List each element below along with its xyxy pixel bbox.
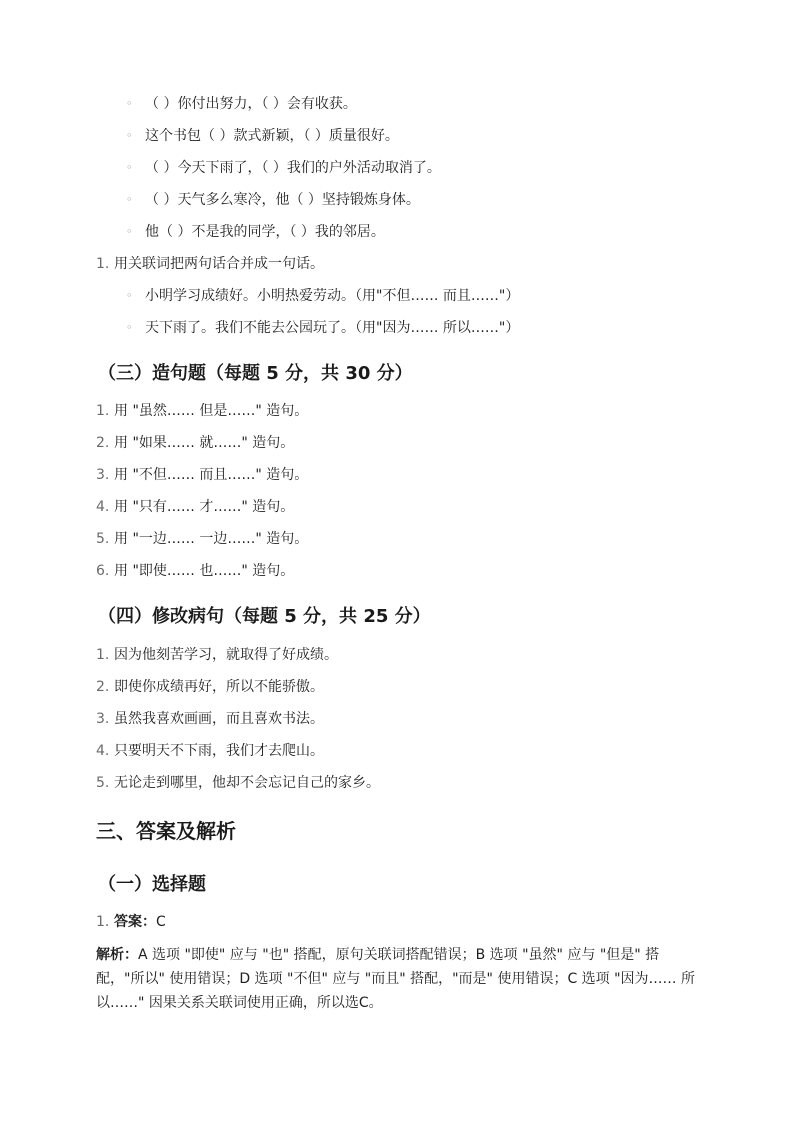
- question-text: 用关联词把两句话合并成一句话。: [114, 256, 324, 272]
- fill-item-text: （ ）天气多么寒冷，他（ ）坚持锻炼身体。: [145, 192, 420, 208]
- question-number: 3.: [96, 467, 110, 483]
- question-text: 用 "虽然…… 但是……" 造句。: [114, 403, 309, 419]
- bullet-icon: ◦: [126, 289, 133, 302]
- answer-label: 答案：: [114, 914, 156, 930]
- question-number: 3.: [96, 711, 110, 727]
- fill-item-text: （ ）今天下雨了，（ ）我们的户外活动取消了。: [145, 160, 441, 176]
- bullet-icon: ◦: [126, 193, 133, 206]
- section-heading: （三）造句题（每题 5 分，共 30 分）: [98, 363, 413, 384]
- question-number: 1.: [96, 403, 110, 419]
- analysis-paragraph: [96, 943, 696, 1015]
- question-number: 1.: [96, 256, 110, 272]
- question-number: 4.: [96, 743, 110, 759]
- section-heading: （一）选择题: [98, 874, 206, 895]
- analysis-label: 解析：: [96, 947, 138, 963]
- question-number: 5.: [96, 775, 110, 791]
- bullet-icon: ◦: [126, 129, 133, 142]
- question-text: 无论走到哪里，他却不会忘记自己的家乡。: [114, 775, 380, 791]
- question-text: 用 "即使…… 也……" 造句。: [114, 563, 295, 579]
- question-number: 2.: [96, 435, 110, 451]
- part-heading: 三、答案及解析: [96, 819, 236, 843]
- combine-item-text: 天下雨了。我们不能去公园玩了。（用"因为…… 所以……"）: [145, 320, 520, 336]
- fill-item-text: 这个书包（ ）款式新颖，（ ）质量很好。: [145, 128, 399, 144]
- answer-text: [114, 912, 166, 932]
- question-text: 用 "一边…… 一边……" 造句。: [114, 531, 309, 547]
- question-number: 4.: [96, 499, 110, 515]
- bullet-icon: ◦: [126, 321, 133, 334]
- question-number: 6.: [96, 563, 110, 579]
- section-heading: （四）修改病句（每题 5 分，共 25 分）: [98, 606, 431, 627]
- question-number: 1.: [96, 914, 110, 930]
- question-text: 即使你成绩再好，所以不能骄傲。: [114, 679, 324, 695]
- bullet-icon: ◦: [126, 225, 133, 238]
- fill-item-text: 他（ ）不是我的同学，（ ）我的邻居。: [145, 224, 385, 240]
- question-text: 只要明天不下雨，我们才去爬山。: [114, 743, 324, 759]
- question-text: 用 "不但…… 而且……" 造句。: [114, 467, 309, 483]
- fill-item-text: （ ）你付出努力，（ ）会有收获。: [145, 96, 357, 112]
- question-text: 用 "如果…… 就……" 造句。: [114, 435, 295, 451]
- bullet-icon: ◦: [126, 161, 133, 174]
- question-number: 5.: [96, 531, 110, 547]
- question-number: 1.: [96, 647, 110, 663]
- question-text: 因为他刻苦学习，就取得了好成绩。: [114, 647, 338, 663]
- question-text: 虽然我喜欢画画，而且喜欢书法。: [114, 711, 324, 727]
- combine-item-text: 小明学习成绩好。小明热爱劳动。（用"不但…… 而且……"）: [145, 288, 520, 304]
- bullet-icon: ◦: [126, 97, 133, 110]
- answer-value: C: [156, 914, 166, 930]
- question-text: 用 "只有…… 才……" 造句。: [114, 499, 295, 515]
- question-number: 2.: [96, 679, 110, 695]
- analysis-text: A 选项 "即使" 应与 "也" 搭配，原句关联词搭配错误；B 选项 "虽然" 应与 "但是" 搭配，"所以" 使用错误；D 选项 "不但" 应与 "而且" 搭配，"而是" 使用错误；C 选项 "因为…… 所以……" 因果关系关联词使用正确，所以选C。: [96, 947, 696, 1011]
